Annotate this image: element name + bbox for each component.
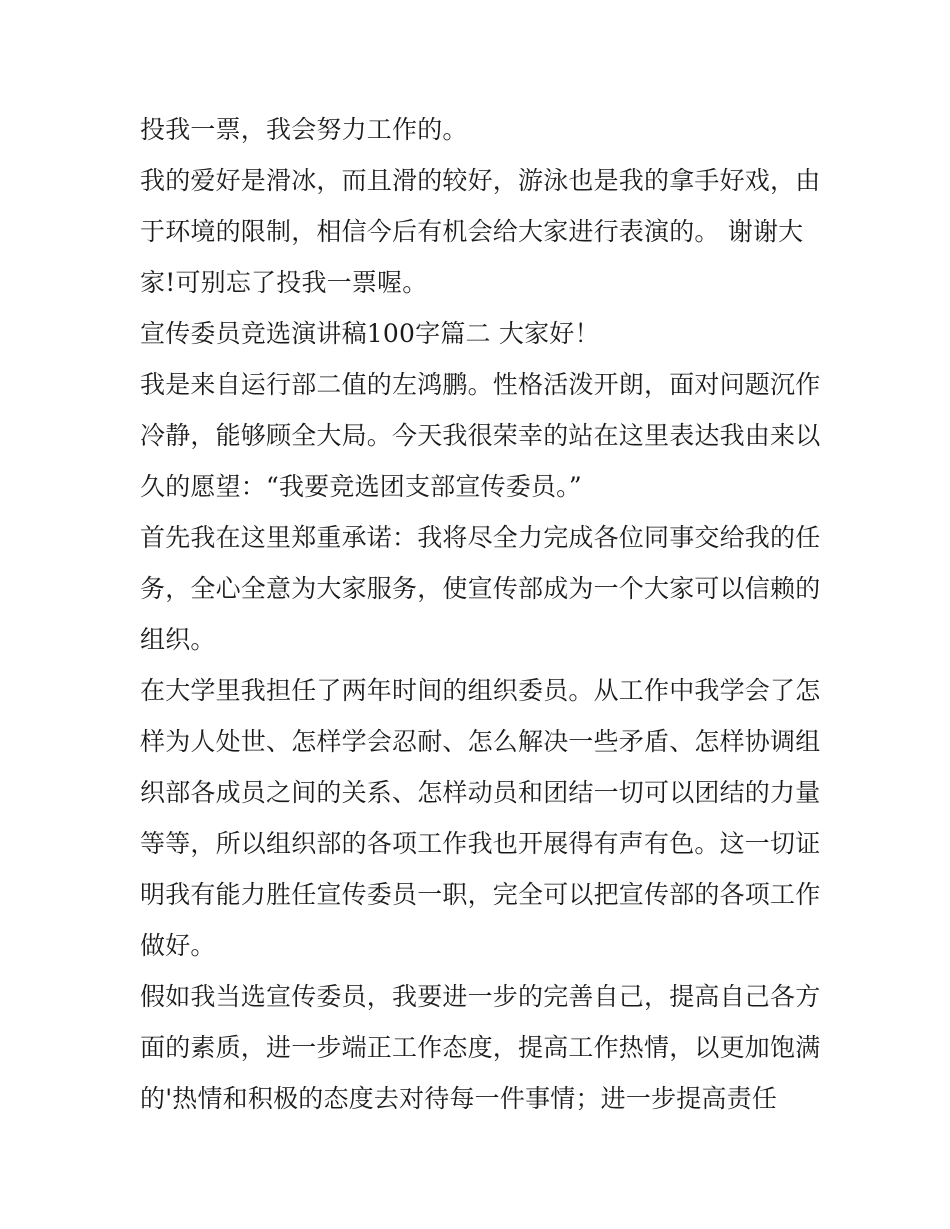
text-line: 做好。: [140, 931, 216, 960]
text-line: 样为人处世、怎样学会忍耐、怎么解决一些矛盾、怎样协调组: [140, 727, 821, 756]
text-line: 面的素质，进一步端正工作态度，提高工作热情，以更加饱满: [140, 1033, 821, 1062]
text-line: 家!可别忘了投我一票喔。: [140, 268, 428, 297]
text-line: 的'热情和积极的态度去对待每一件事情；进一步提高责任: [140, 1084, 778, 1113]
text-line: 明我有能力胜任宣传委员一职，完全可以把宣传部的各项工作: [140, 880, 821, 909]
text-line: 等等，所以组织部的各项工作我也开展得有声有色。这一切证: [140, 829, 821, 858]
text-line: 投我一票，我会努力工作的。: [140, 115, 468, 144]
text-line: 我是来自运行部二值的左鸿鹏。性格活泼开朗，面对问题沉作: [140, 370, 821, 399]
text-line: 于环境的限制，相信今后有机会给大家进行表演的。 谢谢大: [140, 217, 804, 246]
text-line: 首先我在这里郑重承诺：我将尽全力完成各位同事交给我的任: [140, 523, 821, 552]
text-line: 冷静，能够顾全大局。今天我很荣幸的站在这里表达我由来以: [140, 421, 821, 450]
text-line: 久的愿望：“我要竞选团支部宣传委员。”: [140, 472, 582, 501]
text-line: 假如我当选宣传委员，我要进一步的完善自己，提高自己各方: [140, 982, 821, 1011]
document-body: [140, 104, 820, 1124]
text-line: 务，全心全意为大家服务，使宣传部成为一个大家可以信赖的: [140, 574, 821, 603]
section-heading: 宣传委员竞选演讲稿100字篇二 大家好！: [140, 319, 600, 348]
text-line: 我的爱好是滑冰，而且滑的较好，游泳也是我的拿手好戏，由: [140, 166, 821, 195]
text-line: 在大学里我担任了两年时间的组织委员。从工作中我学会了怎: [140, 676, 821, 705]
text-line: 组织。: [140, 625, 216, 654]
text-line: 织部各成员之间的关系、怎样动员和团结一切可以团结的力量: [140, 778, 821, 807]
